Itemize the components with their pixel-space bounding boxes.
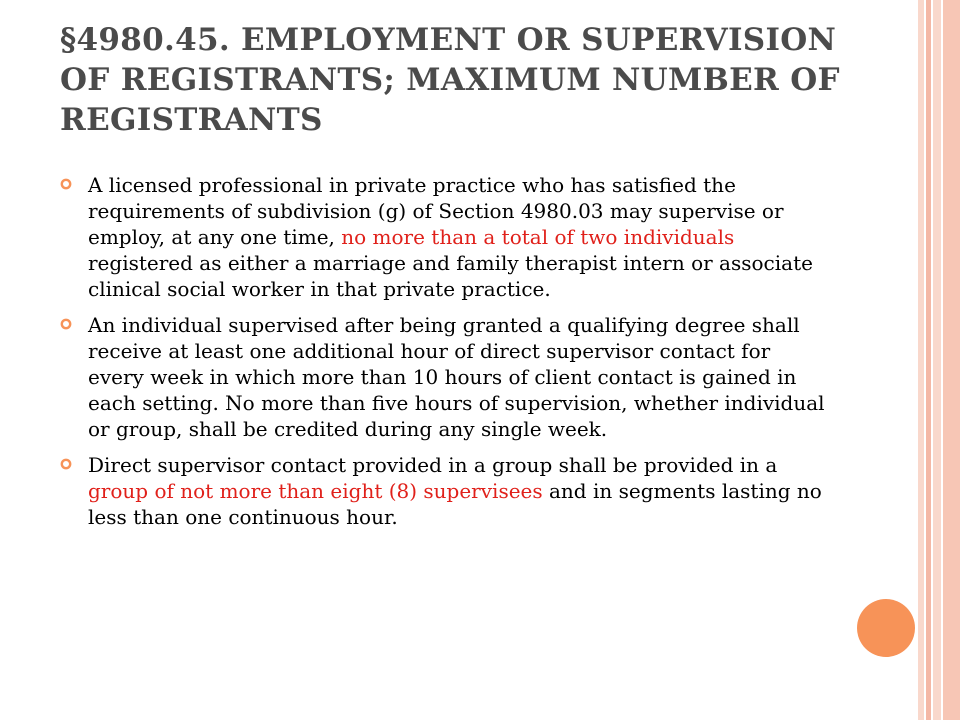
hollow-circle-bullet-icon: [60, 178, 72, 190]
bullet-text: registered as either a marriage and family therapist intern or associate clinical social worker in that private practice.: [88, 251, 813, 301]
decorative-stripe: [943, 0, 960, 720]
bullet-highlight: group of not more than eight (8) supervisees: [88, 479, 543, 503]
hollow-circle-bullet-icon: [60, 458, 72, 470]
slide-title: §4980.45. EMPLOYMENT OR SUPERVISION OF REGISTRANTS; MAXIMUM NUMBER OF REGISTRANTS: [60, 22, 840, 138]
hollow-circle-bullet-icon: [60, 318, 72, 330]
decorative-stripe: [933, 0, 941, 720]
bullet-text: and in segments lasting no less than one continuous hour.: [88, 479, 822, 529]
bullet-text: Direct supervisor contact provided in a group shall be provided in a: [88, 453, 778, 477]
bullet-item: [60, 452, 830, 530]
bullet-list: [60, 172, 830, 540]
bullet-highlight: no more than a total of two individuals: [341, 225, 735, 249]
decorative-accent-circle: [857, 599, 915, 657]
bullet-item: [60, 172, 830, 302]
bullet-text: A licensed professional in private practice who has satisfied the requirements of subdivision (g) of Section 4980.03 may supervise or employ, at any one time,: [88, 173, 784, 249]
bullet-item: [60, 312, 830, 442]
bullet-text: An individual supervised after being granted a qualifying degree shall receive at least one additional hour of direct supervisor contact for every week in which more than 10 hours of client contact is gained in each setting. No more than five hours of supervision, whether individual or group, shall be credited during any single week.: [88, 313, 825, 441]
